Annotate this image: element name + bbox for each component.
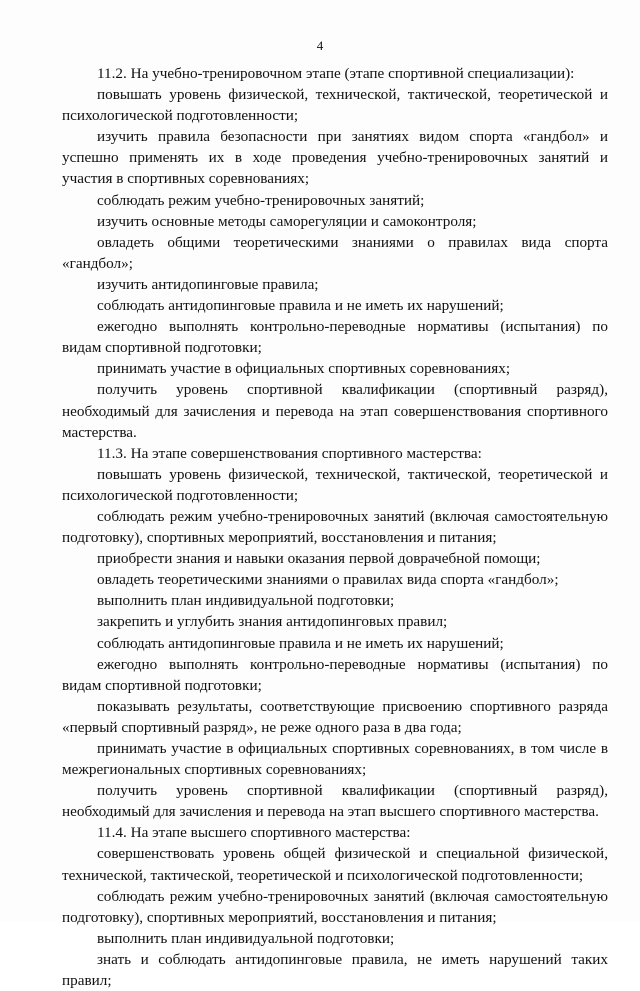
list-item: получить уровень спортивной квалификации (спортивный разряд), необходимый для зачисления и перевода на этап высшего спортивного мастерства. [62, 782, 608, 821]
list-item: соблюдать антидопинговые правила и не иметь их нарушений; [97, 297, 504, 315]
list-item: изучить основные методы саморегуляции и самоконтроля; [97, 212, 477, 230]
list-item: принимать участие в официальных спортивных соревнованиях, в том числе в межрегиональных спортивных соревнованиях; [62, 740, 608, 779]
list-item: выполнить план индивидуальной подготовки; [97, 592, 395, 610]
list-item: изучить правила безопасности при занятиях видом спорта «гандбол» и успешно применять их в ходе проведения учебно-тренировочных занятий и участия в спортивных соревнованиях; [62, 128, 608, 188]
list-item: повышать уровень физической, технической, тактической, теоретической и психологической подготовленности; [62, 465, 608, 504]
list-item: ежегодно выполнять контрольно-переводные нормативы (испытания) по видам спортивной подготовки; [62, 318, 608, 357]
section-heading-11-3: 11.3. На этапе совершенствования спортивного мастерства: [97, 444, 482, 462]
list-item: принимать участие в официальных спортивных соревнованиях; [97, 360, 511, 378]
list-item: закрепить и углубить знания антидопинговых правил; [97, 613, 448, 631]
page-number: 4 [316, 38, 324, 53]
list-item: ежегодно выполнять контрольно-переводные нормативы (испытания) по видам спортивной подготовки; [62, 655, 608, 694]
list-item: приобрести знания и навыки оказания первой доврачебной помощи; [97, 550, 541, 568]
list-item: знать и соблюдать антидопинговые правила, не иметь нарушений таких правил; [62, 950, 608, 990]
list-item: повышать уровень физической, технической, тактической, теоретической и психологической подготовленности; [62, 86, 608, 125]
list-item: показывать результаты, соответствующие присвоению спортивного разряда «первый спортивный разряд», не реже одного раза в два года; [62, 697, 608, 736]
list-item: совершенствовать уровень общей физической и специальной физической, технической, тактической, теоретической и психологической подготовленности; [62, 845, 608, 884]
list-item: изучить антидопинговые правила; [97, 275, 319, 293]
list-item: выполнить план индивидуальной подготовки; [97, 929, 395, 947]
list-item: получить уровень спортивной квалификации (спортивный разряд), необходимый для зачисления и перевода на этап совершенствования спортивного мастерства. [62, 381, 608, 441]
section-heading-11-2: 11.2. На учебно-тренировочном этапе (этапе спортивной специализации): [97, 65, 575, 82]
list-item: овладеть теоретическими знаниями о правилах вида спорта «гандбол»; [97, 571, 559, 589]
list-item: соблюдать режим учебно-тренировочных занятий (включая самостоятельную подготовку), спортивных мероприятий, восстановления и питания; [62, 507, 608, 547]
section-heading-11-4: 11.4. На этапе высшего спортивного мастерства: [97, 824, 411, 842]
list-item: соблюдать антидопинговые правила и не иметь их нарушений; [97, 634, 504, 652]
list-item: соблюдать режим учебно-тренировочных занятий (включая самостоятельную подготовку), спортивных мероприятий, восстановления и питания; [62, 887, 608, 926]
document-body [62, 63, 608, 991]
list-item: овладеть общими теоретическими знаниями о правилах вида спорта «гандбол»; [62, 233, 608, 272]
list-item: соблюдать режим учебно-тренировочных занятий; [97, 191, 425, 209]
